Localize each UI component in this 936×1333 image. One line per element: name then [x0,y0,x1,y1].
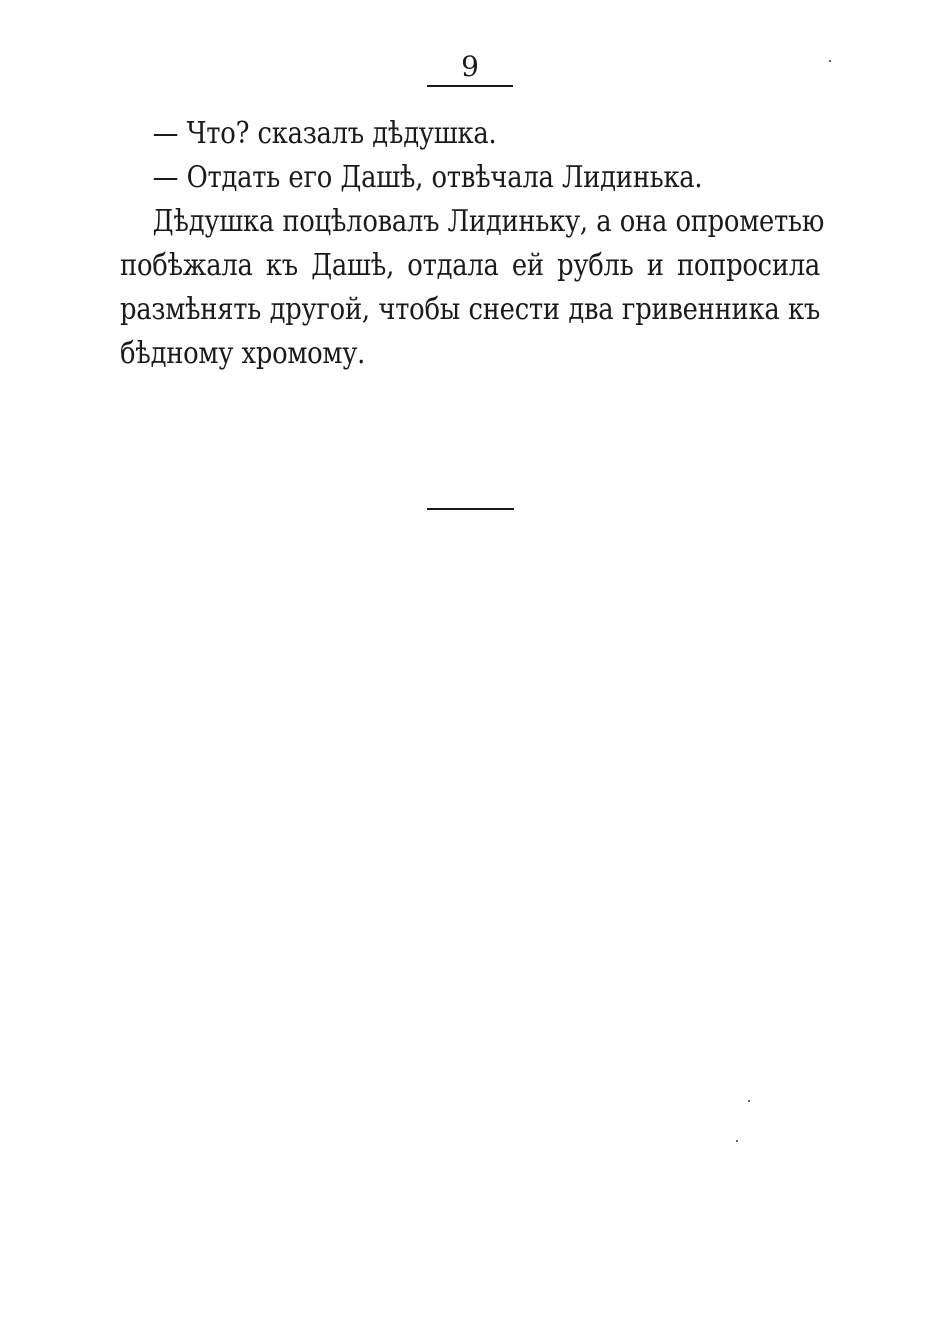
print-speck [829,60,831,62]
paragraph-line-4: бѣдному хромому. [120,336,366,371]
dialogue-line-2: — Отдать его Дашѣ, отвѣчала Лидинька. [152,160,703,195]
text-block [120,112,825,376]
paragraph-line-2: побѣжала къ Дашѣ, отдала ей рубль и попросила [120,248,821,283]
print-speck [736,1140,738,1142]
print-speck [748,1100,750,1102]
section-end-rule [427,508,514,510]
page-number-rule [427,85,513,87]
dialogue-line-1: — Что? сказалъ дѣдушка. [152,116,497,151]
paragraph-line-1: Дѣдушка поцѣловалъ Лидиньку, а она опрометью [152,204,825,239]
paragraph-line-3: размѣнять другой, чтобы снести два гривенника къ [120,292,821,327]
page-number: 9 [461,50,479,83]
